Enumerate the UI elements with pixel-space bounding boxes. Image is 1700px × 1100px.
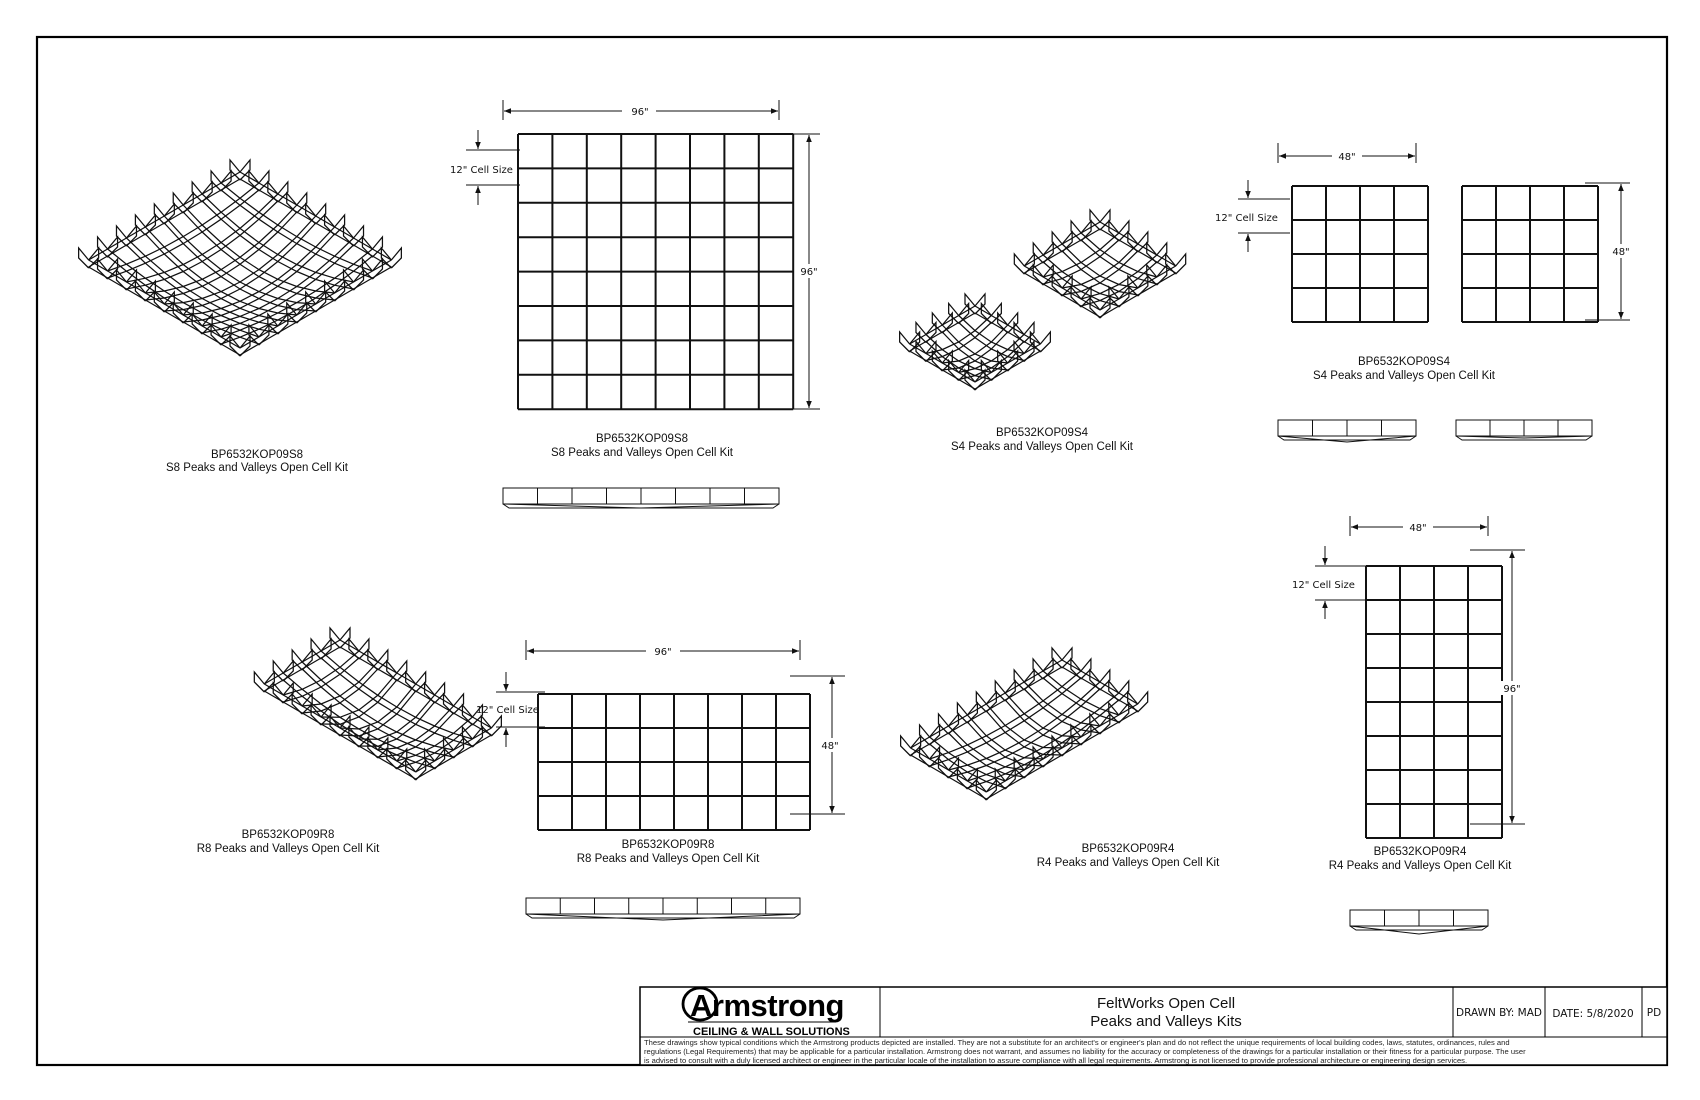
s8-isometric-view	[79, 160, 402, 356]
iso-fin	[154, 204, 174, 224]
r4-elevation-view	[1350, 910, 1488, 934]
s8-cell-dim: 12" Cell Size	[450, 165, 513, 176]
iso-grid-line	[221, 183, 372, 271]
iso-fin	[1166, 254, 1186, 274]
iso-grid-edge	[283, 680, 434, 768]
r8-height-dim: 48"	[821, 741, 839, 752]
iso-fin	[349, 639, 369, 659]
iso-fin	[481, 716, 501, 736]
iso-fin	[325, 215, 345, 235]
iso-grid-edge	[1024, 689, 1100, 733]
iso-grid-line	[1024, 682, 1100, 726]
iso-grid-edge	[145, 212, 296, 300]
r4-iso-name: R4 Peaks and Valleys Open Cell Kit	[1036, 857, 1220, 869]
disclaimer-line-2: regulations (Legal Requirements) that may be applicable for a particular installation. Armstrong does not warrant, and assumes no liability for the accuracy or completeness of the drawings for a particular installation or their fitness for a particular purpose. The user	[644, 1047, 1526, 1056]
iso-fin	[957, 703, 977, 723]
r4-height-dim: 96"	[1503, 684, 1521, 695]
armstrong-logo	[683, 988, 850, 1038]
iso-fin	[1071, 221, 1091, 241]
iso-fin	[425, 683, 445, 703]
iso-grid-edge	[1062, 667, 1138, 711]
iso-fin	[406, 672, 426, 692]
s8-iso-name: S8 Peaks and Valleys Open Cell Kit	[166, 462, 348, 474]
elevation-profile	[1278, 436, 1416, 442]
r8-plan-part-number: BP6532KOP09R8	[621, 839, 715, 851]
iso-grid-edge	[264, 647, 340, 691]
drawing-date: DATE: 5/8/2020	[1552, 1008, 1634, 1020]
brand-subtitle: CEILING & WALL SOLUTIONS	[693, 1026, 850, 1038]
iso-fin	[330, 716, 350, 736]
iso-grid-line	[108, 183, 259, 271]
disclaimer-line-1: These drawings show typical conditions which the Armstrong products depicted are installed. They are not a substitute for an architect's or engineer's plan and do not reflect the unique requirements of local building codes, laws, statutes, ordinances, rules and	[644, 1038, 1510, 1047]
s4-cell-dim: 12" Cell Size	[1215, 213, 1278, 224]
s4-iso-name: S4 Peaks and Valleys Open Cell Kit	[951, 441, 1133, 453]
iso-grid-line	[986, 704, 1062, 748]
r4-iso-part-number: BP6532KOP09R4	[1081, 843, 1175, 855]
s8-plan-name: S8 Peaks and Valleys Open Cell Kit	[551, 447, 733, 459]
iso-fin	[273, 661, 293, 681]
iso-fin	[901, 736, 921, 756]
s4-isometric-view-b	[900, 294, 1051, 390]
iso-fin	[135, 215, 155, 235]
iso-fin	[976, 692, 996, 712]
iso-fin	[230, 336, 250, 356]
s4-height-dim: 48"	[1612, 247, 1630, 258]
sheet-border	[37, 37, 1667, 1065]
iso-fin	[381, 248, 401, 268]
iso-fin	[387, 661, 407, 681]
iso-fin	[1128, 232, 1148, 252]
iso-fin	[1033, 747, 1053, 767]
iso-fin	[965, 370, 985, 390]
iso-fin	[1109, 221, 1129, 241]
r8-width-dim: 96"	[654, 647, 672, 658]
iso-fin	[1052, 736, 1072, 756]
s8-elevation-view	[503, 488, 779, 508]
r4-isometric-view	[901, 648, 1148, 800]
iso-fin	[995, 681, 1015, 701]
iso-grid-edge	[1024, 229, 1100, 273]
title-line-2: Peaks and Valleys Kits	[1090, 1013, 1242, 1030]
s4-plan-view-b	[1462, 186, 1598, 322]
s4-plan-view-a	[1292, 186, 1428, 322]
iso-fin	[230, 160, 250, 180]
iso-fin	[1014, 254, 1034, 274]
iso-fin	[1033, 243, 1053, 263]
iso-fin	[330, 628, 350, 648]
s4-plan-name: S4 Peaks and Valleys Open Cell Kit	[1313, 370, 1495, 382]
s8-plan-part-number: BP6532KOP09S8	[595, 433, 689, 445]
r4-plan-view	[1366, 566, 1502, 838]
r8-iso-part-number: BP6532KOP09R8	[241, 829, 335, 841]
captions	[166, 356, 1512, 872]
r4-plan-name: R4 Peaks and Valleys Open Cell Kit	[1328, 860, 1512, 872]
s4-isometric-view-a	[1014, 210, 1185, 318]
iso-grid-line	[340, 684, 416, 729]
iso-grid-edge	[911, 755, 987, 799]
iso-fin	[1128, 692, 1148, 712]
r4-width-dim: 48"	[1409, 523, 1427, 534]
iso-fin	[287, 193, 307, 213]
iso-fin	[938, 714, 958, 734]
iso-grid-line	[930, 737, 1006, 781]
brand-wordmark: Armstrong	[690, 988, 844, 1023]
r4-cell-dim: 12" Cell Size	[1292, 580, 1355, 591]
iso-fin	[1090, 670, 1110, 690]
iso-fin	[311, 639, 331, 659]
s8-iso-part-number: BP6532KOP09S8	[210, 449, 304, 461]
iso-fin	[254, 672, 274, 692]
r8-plan-view	[538, 694, 810, 830]
iso-fin	[306, 204, 326, 224]
s8-height-dim: 96"	[800, 267, 818, 278]
elevation-profile	[503, 504, 779, 508]
iso-fin	[368, 650, 388, 670]
s8-plan-view	[518, 134, 793, 409]
iso-grid-edge	[1100, 229, 1176, 273]
iso-fin	[444, 694, 464, 714]
iso-fin	[116, 226, 136, 246]
s8-width-dim: 96"	[631, 107, 649, 118]
elevation-edge	[503, 504, 779, 508]
iso-fin	[368, 738, 388, 758]
iso-fin	[79, 248, 99, 268]
s4-width-dim: 48"	[1338, 152, 1356, 163]
s4-iso-part-number: BP6532KOP09S4	[995, 427, 1089, 439]
r8-iso-name: R8 Peaks and Valleys Open Cell Kit	[196, 843, 380, 855]
iso-fin	[1052, 648, 1072, 668]
iso-fin	[325, 281, 345, 301]
iso-fin	[1147, 243, 1167, 263]
drawing-code: PD	[1646, 1007, 1662, 1019]
iso-grid-edge	[183, 212, 334, 300]
iso-fin	[135, 281, 155, 301]
r8-cell-dim: 12" Cell Size	[476, 705, 539, 716]
s4-elevation-view-b	[1456, 420, 1592, 440]
iso-fin	[1052, 232, 1072, 252]
iso-fin	[1014, 670, 1034, 690]
iso-fin	[268, 182, 288, 202]
iso-fin	[1090, 714, 1110, 734]
drawn-by: DRAWN BY: MAD	[1456, 1007, 1542, 1019]
iso-fin	[292, 650, 312, 670]
iso-fin	[311, 705, 331, 725]
iso-fin	[976, 780, 996, 800]
title-line-1: FeltWorks Open Cell	[1096, 995, 1236, 1012]
iso-fin	[1090, 210, 1110, 230]
iso-grid-line	[164, 216, 315, 304]
iso-fin	[344, 226, 364, 246]
r8-plan-name: R8 Peaks and Valleys Open Cell Kit	[576, 853, 760, 865]
iso-fin	[349, 727, 369, 747]
iso-fin	[192, 182, 212, 202]
iso-fin	[173, 193, 193, 213]
elevation-profile	[526, 914, 800, 920]
s4-plan-part-number: BP6532KOP09S4	[1357, 356, 1451, 368]
r8-isometric-view	[254, 628, 501, 780]
iso-fin	[406, 760, 426, 780]
r8-elevation-view	[526, 898, 800, 920]
iso-grid-line	[164, 216, 315, 304]
disclaimer-line-3: is advised to consult with a duly licensed architect or engineer in the particular locale of the installation to assure compliance with all legal requirements. Armstrong is not licensed to provide professional architecture or engineering design services.	[644, 1056, 1468, 1065]
s4-elevation-view-a	[1278, 420, 1416, 442]
title-block	[640, 987, 1667, 1065]
r4-plan-part-number: BP6532KOP09R4	[1373, 846, 1467, 858]
